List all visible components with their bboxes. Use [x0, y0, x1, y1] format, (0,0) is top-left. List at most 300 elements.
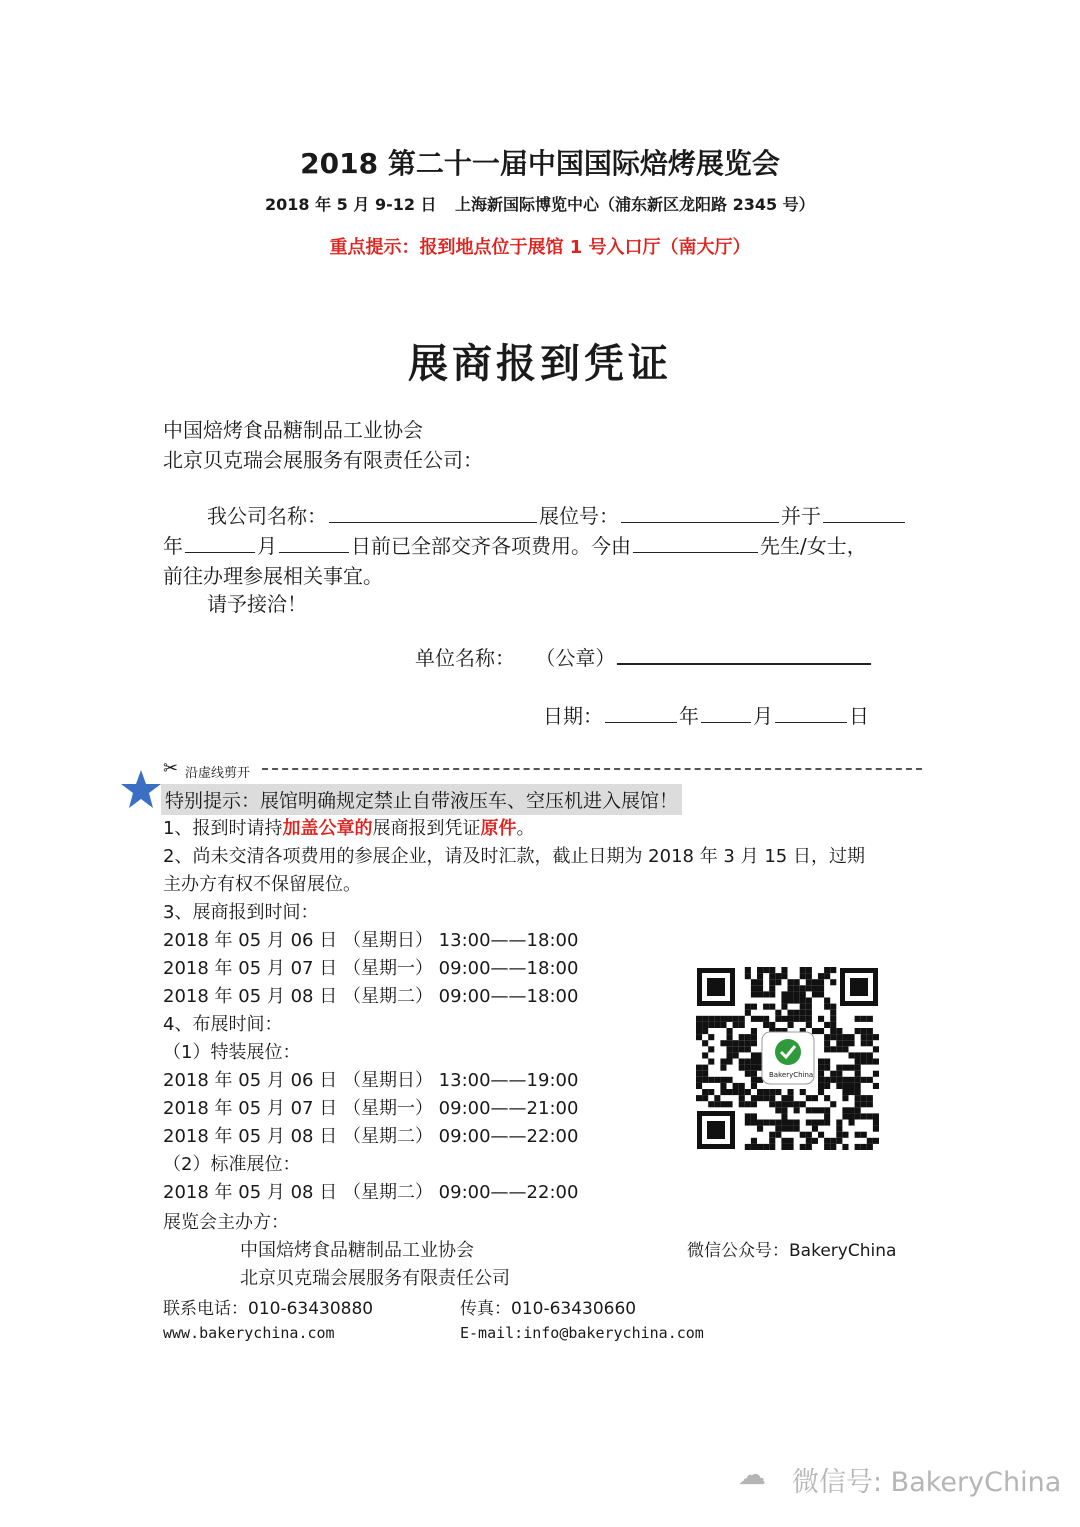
and-on-label: 并于: [781, 504, 821, 528]
email-link[interactable]: E-mail:info@bakerychina.com: [460, 1324, 704, 1342]
qr-module: [751, 1004, 757, 1010]
qr-module: [873, 1046, 879, 1052]
qr-module: [769, 1120, 775, 1126]
qr-module: [739, 1034, 745, 1040]
qr-module: [720, 1022, 726, 1028]
qr-code: [695, 966, 880, 1151]
qr-module: [733, 1052, 739, 1058]
qr-module: [751, 1016, 757, 1022]
website-link[interactable]: www.bakerychina.com: [163, 1324, 335, 1342]
qr-module: [849, 1107, 855, 1113]
qr-module: [739, 1101, 745, 1107]
qr-module: [769, 991, 775, 997]
qr-module: [824, 1004, 830, 1010]
year-label: 年: [163, 534, 183, 558]
qr-module: [824, 1077, 830, 1083]
qr-module: [806, 1095, 812, 1101]
qr-module: [727, 1040, 733, 1046]
day-blank[interactable]: [279, 532, 349, 553]
qr-module: [867, 1101, 873, 1107]
qr-module: [751, 1095, 757, 1101]
unit-name-row: [415, 642, 873, 671]
qr-module: [830, 1101, 836, 1107]
qr-module: [873, 1138, 879, 1144]
standard-booth-row: 2018 年 05 月 08 日 （星期二） 09:00——22:00: [163, 1182, 579, 1203]
qr-module: [794, 991, 800, 997]
qr-module: [763, 1016, 769, 1022]
qr-module: [806, 1016, 812, 1022]
qr-module: [867, 1144, 873, 1150]
organizer-company: 北京贝克瑞会展服务有限责任公司: [240, 1268, 510, 1289]
special-booth-row: 2018 年 05 月 08 日 （星期二） 09:00——22:00: [163, 1126, 579, 1147]
qr-module: [849, 1120, 855, 1126]
qr-module: [739, 1022, 745, 1028]
qr-module: [720, 1040, 726, 1046]
qr-module: [733, 1016, 739, 1022]
qr-module: [745, 967, 751, 973]
qr-module: [812, 1126, 818, 1132]
qr-module: [727, 1077, 733, 1083]
qr-module: [855, 1101, 861, 1107]
qr-module: [775, 979, 781, 985]
qr-module: [830, 967, 836, 973]
qr-module: [751, 1065, 757, 1071]
qr-module: [696, 1065, 702, 1071]
qr-module: [763, 1144, 769, 1150]
qr-module: [708, 1034, 714, 1040]
item-1-mid: 展商报到凭证: [372, 818, 481, 839]
qr-module: [861, 1034, 867, 1040]
please-text: 请予接洽！: [207, 592, 307, 616]
qr-module: [800, 973, 806, 979]
qr-module: [727, 1059, 733, 1065]
qr-module: [800, 1144, 806, 1150]
qr-module: [751, 1101, 757, 1107]
qr-module: [849, 1113, 855, 1119]
date-day-label: 日: [849, 704, 869, 728]
qr-module: [818, 1059, 824, 1065]
qr-module: [739, 1040, 745, 1046]
qr-module: [702, 1028, 708, 1034]
qr-module: [739, 1046, 745, 1052]
qr-module: [733, 1040, 739, 1046]
qr-module: [861, 1040, 867, 1046]
event-date: 2018 年 5 月 9-12 日: [265, 195, 437, 214]
qr-module: [836, 1138, 842, 1144]
qr-module: [867, 1095, 873, 1101]
qr-module: [745, 1144, 751, 1150]
qr-module: [781, 1113, 787, 1119]
qr-module: [867, 1059, 873, 1065]
qr-module: [830, 1022, 836, 1028]
qr-module: [873, 1120, 879, 1126]
qr-module: [751, 1120, 757, 1126]
qr-module: [788, 1089, 794, 1095]
qr-module: [824, 1034, 830, 1040]
qr-module: [781, 998, 787, 1004]
company-name-blank[interactable]: [329, 502, 537, 523]
qr-module: [855, 1071, 861, 1077]
qr-module: [788, 1095, 794, 1101]
qr-module: [781, 1107, 787, 1113]
qr-module: [867, 1034, 873, 1040]
qr-module: [806, 1107, 812, 1113]
qr-module: [842, 1144, 848, 1150]
qr-module: [720, 1059, 726, 1065]
qr-module: [769, 1101, 775, 1107]
cut-label: 沿虚线剪开: [185, 766, 251, 781]
unit-name-blank[interactable]: [617, 643, 871, 665]
qr-module: [806, 1144, 812, 1150]
qr-module: [781, 973, 787, 979]
qr-module: [763, 1089, 769, 1095]
qr-module: [867, 1077, 873, 1083]
qr-module: [855, 1144, 861, 1150]
form-line-1: [207, 500, 907, 529]
qr-module: [720, 1083, 726, 1089]
qr-module: [830, 1004, 836, 1010]
qr-module: [849, 1034, 855, 1040]
item-3-title: 3、展商报到时间：: [163, 902, 319, 923]
qr-module: [806, 979, 812, 985]
booth-number-blank[interactable]: [621, 502, 779, 523]
qr-module: [751, 1077, 757, 1083]
qr-module: [818, 1077, 824, 1083]
qr-module: [781, 1004, 787, 1010]
qr-module: [769, 967, 775, 973]
qr-module: [696, 1034, 702, 1040]
month-label: 月: [257, 534, 277, 558]
qr-module: [842, 1065, 848, 1071]
qr-module: [751, 1083, 757, 1089]
qr-module: [745, 1059, 751, 1065]
qr-module: [702, 1089, 708, 1095]
qr-module: [824, 1113, 830, 1119]
qr-module: [696, 1022, 702, 1028]
qr-module: [855, 1065, 861, 1071]
qr-module: [696, 1071, 702, 1077]
qr-module: [830, 1016, 836, 1022]
qr-module: [861, 1028, 867, 1034]
qr-module: [769, 1004, 775, 1010]
wechat-logo-icon: ☁: [738, 1458, 766, 1491]
qr-module: [733, 1089, 739, 1095]
qr-module: [696, 1028, 702, 1034]
qr-module: [781, 1016, 787, 1022]
qr-module: [867, 1138, 873, 1144]
qr-module: [757, 1089, 763, 1095]
qr-module: [824, 1144, 830, 1150]
qr-module: [775, 1120, 781, 1126]
checkin-row: 2018 年 05 月 06 日 （星期日） 13:00——18:00: [163, 930, 579, 951]
contact-phone: 联系电话：010-63430880: [163, 1299, 374, 1319]
form-line-2: [163, 530, 867, 559]
qr-module: [751, 1059, 757, 1065]
qr-module: [781, 1144, 787, 1150]
qr-module: [788, 1016, 794, 1022]
qr-module: [757, 1016, 763, 1022]
qr-module: [696, 1083, 702, 1089]
qr-module: [794, 985, 800, 991]
qr-module: [751, 1113, 757, 1119]
qr-module: [806, 967, 812, 973]
qr-module: [836, 1083, 842, 1089]
qr-module: [751, 1040, 757, 1046]
qr-module: [873, 1126, 879, 1132]
qr-module: [714, 1095, 720, 1101]
qr-module: [781, 991, 787, 997]
qr-module: [775, 1126, 781, 1132]
qr-module: [836, 1046, 842, 1052]
qr-module: [769, 985, 775, 991]
recipient-association: 中国焙烤食品糖制品工业协会: [163, 418, 423, 442]
qr-module: [836, 1126, 842, 1132]
qr-module: [763, 1095, 769, 1101]
date-row: [543, 700, 869, 729]
qr-module: [867, 1040, 873, 1046]
qr-module: [714, 1077, 720, 1083]
qr-module: [830, 1144, 836, 1150]
year-blank[interactable]: [823, 502, 905, 523]
special-booth-title: （1）特装展位：: [163, 1042, 301, 1063]
event-venue: 上海新国际博览中心（浦东新区龙阳路 2345 号）: [455, 195, 815, 214]
qr-module: [818, 1089, 824, 1095]
qr-module: [702, 1095, 708, 1101]
mr-ms-label: 先生/女士，: [760, 534, 867, 558]
qr-module: [727, 1034, 733, 1040]
qr-module: [849, 1040, 855, 1046]
qr-module: [855, 1083, 861, 1089]
booth-number-label: 展位号：: [539, 504, 619, 528]
qr-module: [702, 1071, 708, 1077]
date-year-blank[interactable]: [605, 702, 677, 723]
qr-module: [806, 998, 812, 1004]
qr-module: [855, 1016, 861, 1022]
qr-module: [727, 1046, 733, 1052]
qr-module: [794, 998, 800, 1004]
document-title: 展商报到凭证: [408, 340, 672, 387]
qr-module: [702, 1022, 708, 1028]
qr-module: [757, 1126, 763, 1132]
qr-module: [830, 1046, 836, 1052]
qr-module: [702, 1016, 708, 1022]
date-day-blank[interactable]: [775, 702, 847, 723]
qr-module: [794, 1010, 800, 1016]
qr-module: [696, 1095, 702, 1101]
qr-module: [842, 1089, 848, 1095]
qr-module: [745, 1046, 751, 1052]
qr-module: [757, 973, 763, 979]
qr-module: [830, 979, 836, 985]
qr-module: [861, 1132, 867, 1138]
qr-module: [769, 1022, 775, 1028]
qr-module: [751, 1138, 757, 1144]
qr-module: [745, 1004, 751, 1010]
qr-module: [781, 1120, 787, 1126]
qr-module: [830, 1138, 836, 1144]
qr-module: [788, 979, 794, 985]
qr-module: [745, 1010, 751, 1016]
qr-module: [757, 979, 763, 985]
date-month-label: 月: [753, 704, 773, 728]
month-blank[interactable]: [185, 532, 255, 553]
qr-module: [702, 1052, 708, 1058]
qr-module: [745, 973, 751, 979]
qr-module: [788, 1138, 794, 1144]
qr-module: [830, 1010, 836, 1016]
qr-module: [788, 1010, 794, 1016]
qr-module: [849, 1089, 855, 1095]
qr-module: [867, 1052, 873, 1058]
qr-module: [763, 1022, 769, 1028]
qr-module: [769, 1138, 775, 1144]
qr-module: [745, 1065, 751, 1071]
item-1-pre: 1、报到时请持: [163, 818, 283, 839]
qr-module: [714, 1101, 720, 1107]
qr-module: [739, 1065, 745, 1071]
qr-module: [855, 1089, 861, 1095]
qr-module: [824, 1040, 830, 1046]
star-icon: [120, 768, 162, 810]
qr-module: [855, 1052, 861, 1058]
qr-module: [824, 973, 830, 979]
organizer-title: 展览会主办方：: [163, 1212, 289, 1233]
qr-module: [775, 1010, 781, 1016]
qr-module: [873, 1083, 879, 1089]
qr-module: [824, 1046, 830, 1052]
qr-module: [775, 1107, 781, 1113]
qr-module: [739, 1095, 745, 1101]
standard-booth-title: （2）标准展位：: [163, 1154, 301, 1175]
qr-module: [842, 1107, 848, 1113]
qr-module: [818, 1083, 824, 1089]
event-title: 2018 第二十一届中国国际焙烤展览会: [300, 147, 780, 180]
qr-module: [720, 1065, 726, 1071]
qr-module: [873, 1071, 879, 1077]
qr-module: [751, 1052, 757, 1058]
qr-module: [818, 979, 824, 985]
qr-module: [781, 1138, 787, 1144]
qr-module: [763, 1004, 769, 1010]
qr-module: [708, 1022, 714, 1028]
qr-module: [708, 1101, 714, 1107]
qr-module: [842, 1132, 848, 1138]
qr-module: [788, 1022, 794, 1028]
qr-module: [800, 1101, 806, 1107]
qr-module: [812, 1138, 818, 1144]
qr-module: [763, 991, 769, 997]
qr-module: [873, 1059, 879, 1065]
qr-module: [739, 1016, 745, 1022]
qr-module: [757, 985, 763, 991]
qr-module: [806, 1004, 812, 1010]
qr-module: [842, 1077, 848, 1083]
qr-module: [769, 1144, 775, 1150]
qr-module: [794, 1016, 800, 1022]
qr-module: [818, 1028, 824, 1034]
qr-module: [794, 1126, 800, 1132]
qr-module: [800, 1089, 806, 1095]
qr-module: [824, 1065, 830, 1071]
qr-module: [806, 1132, 812, 1138]
qr-module: [794, 1101, 800, 1107]
qr-module: [781, 1126, 787, 1132]
item-1-seal-emphasis: 加盖公章的: [282, 818, 373, 839]
qr-module: [788, 998, 794, 1004]
qr-module: [751, 1028, 757, 1034]
representative-blank[interactable]: [633, 532, 758, 553]
qr-module: [757, 1144, 763, 1150]
qr-module: [769, 1132, 775, 1138]
qr-module: [757, 1095, 763, 1101]
qr-module: [824, 1095, 830, 1101]
qr-module: [836, 1071, 842, 1077]
qr-module: [806, 1010, 812, 1016]
qr-module: [800, 1010, 806, 1016]
qr-module: [702, 1065, 708, 1071]
scissors-icon: ✂: [163, 758, 179, 779]
qr-module: [842, 1083, 848, 1089]
qr-module: [824, 1107, 830, 1113]
qr-module: [800, 998, 806, 1004]
paid-text: 日前已全部交齐各项费用。今由: [351, 534, 631, 558]
qr-module: [745, 1034, 751, 1040]
qr-module: [836, 1034, 842, 1040]
qr-module: [861, 1077, 867, 1083]
qr-module: [769, 973, 775, 979]
qr-module: [733, 1083, 739, 1089]
qr-module: [818, 1132, 824, 1138]
qr-module: [708, 1089, 714, 1095]
qr-module: [824, 998, 830, 1004]
special-booth-row: 2018 年 05 月 07 日 （星期一） 09:00——21:00: [163, 1098, 579, 1119]
qr-module: [751, 991, 757, 997]
checkin-location-notice: 重点提示：报到地点位于展馆 1 号入口厅（南大厅）: [329, 237, 751, 258]
qr-module: [751, 1034, 757, 1040]
qr-module: [873, 1034, 879, 1040]
qr-module: [800, 985, 806, 991]
qr-module: [812, 1028, 818, 1034]
qr-module: [788, 985, 794, 991]
qr-module: [763, 1120, 769, 1126]
date-month-blank[interactable]: [701, 702, 751, 723]
qr-module: [781, 1101, 787, 1107]
qr-module: [849, 1065, 855, 1071]
qr-module: [781, 1095, 787, 1101]
qr-module: [855, 1107, 861, 1113]
qr-module: [708, 1077, 714, 1083]
qr-module: [727, 1089, 733, 1095]
qr-module: [861, 1113, 867, 1119]
qr-module: [733, 1022, 739, 1028]
qr-module: [720, 1089, 726, 1095]
qr-module: [812, 979, 818, 985]
qr-module: [842, 1046, 848, 1052]
date-label: 日期：: [543, 704, 603, 728]
qr-module: [824, 1022, 830, 1028]
qr-module: [727, 1101, 733, 1107]
qr-module: [867, 1016, 873, 1022]
qr-module: [836, 1077, 842, 1083]
qr-module: [708, 1016, 714, 1022]
qr-module: [861, 1059, 867, 1065]
qr-module: [824, 1059, 830, 1065]
qr-module: [745, 1120, 751, 1126]
qr-module: [727, 1028, 733, 1034]
qr-module: [824, 967, 830, 973]
qr-module: [702, 1040, 708, 1046]
contact-fax: 传真：010-63430660: [460, 1299, 637, 1319]
